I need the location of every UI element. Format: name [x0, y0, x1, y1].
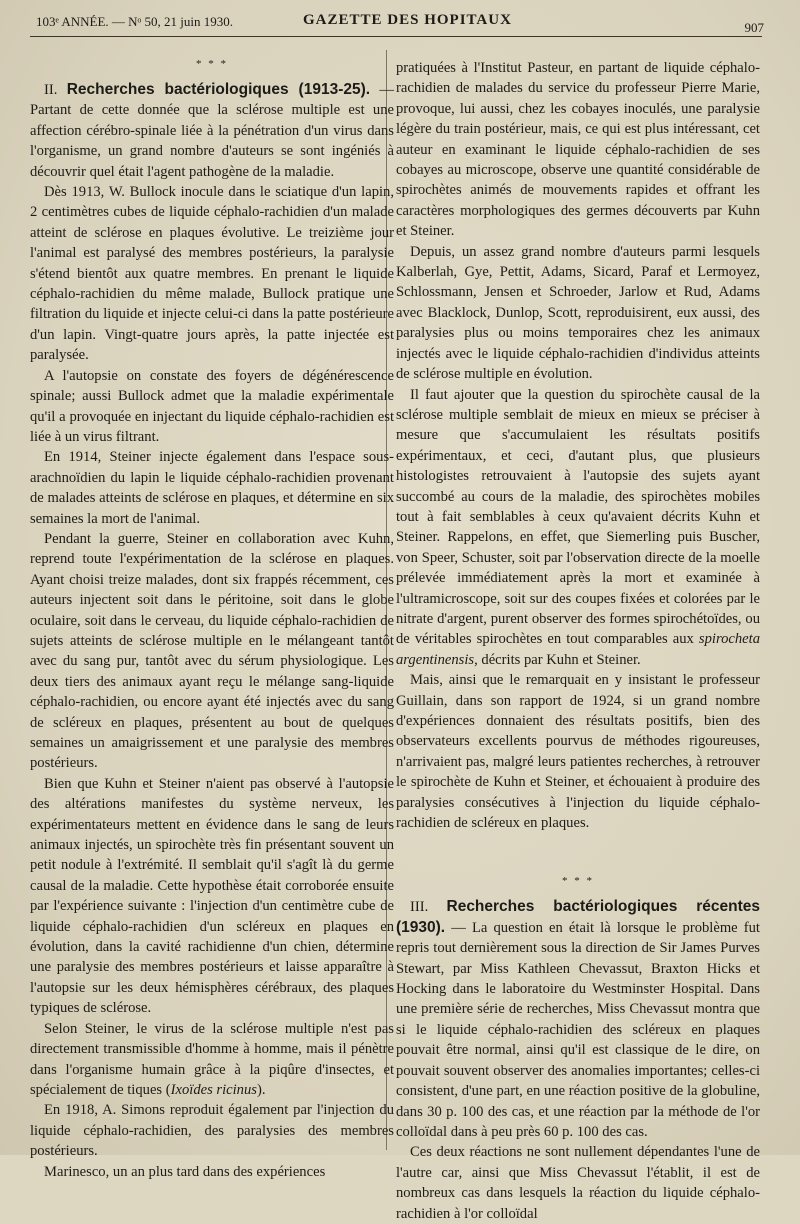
right-column	[396, 58, 760, 1224]
species-name: Ixoïdes ricinus	[170, 1081, 257, 1098]
paragraph	[396, 385, 760, 671]
page-header	[28, 10, 764, 36]
issue-info: 103ᵉ ANNÉE. — Nᵒ 50, 21 juin 1930.	[36, 14, 234, 29]
paragraph-text: Selon Steiner, le virus de la sclérose multiple n'est pas directement transmissible d'homme à homme, mais il pénètre dans l'organisme humain grâce à la piqûre d'insectes, et spécialement de tiques (	[30, 1020, 394, 1098]
paragraph: Dès 1913, W. Bullock inocule dans le sciatique d'un lapin, 2 centimètres cubes de liquide céphalo-rachidien d'un malade atteint de sclérose en plaques évolutive. Le treizième jour l'animal est paralysé des membres postérieurs, la paralysie s'étend bientôt aux quatre membres. En prenant le liquide céphalo-rachidien du même malade, Bullock pratique une filtration du liquide et injecte celui-ci dans la patte postérieure d'un lapin. Vingt-quatre jours après, la patte injectée est paralysée.	[30, 184, 394, 364]
header-rule	[30, 36, 762, 37]
paragraph: — Partant de cette donnée que la sclérose multiple est une affection cérébro-spinale liée à la pénétration d'un virus dans l'organisme, un grand nombre d'auteurs se sont ingéniés à découvrir quel était l'agent pathogène de la maladie.	[30, 82, 394, 180]
section-2-number: II.	[44, 82, 58, 98]
paragraph: Mais, ainsi que le remarquait en y insistant le professeur Guillain, dans son rapport de 1924, si un grand nombre d'expériences donnaient des résultats positifs, bien des observateurs excellents pourvus de méthodes rigoureuses, n'arrivaient pas, malgré leurs patientes recherches, à retrouver le spirochète de Kuhn et Steiner, et échouaient à produire des paralysies consécutives à l'injection du liquide céphalo-rachidien de scléreux en plaques.	[396, 672, 760, 832]
section-2-title: Recherches bactériologiques (1913-25).	[66, 81, 371, 98]
paragraph: Pendant la guerre, Steiner en collaboration avec Kuhn, reprend toute l'expérimentation de la sclérose en plaques. Ayant choisi treize malades, dont six frappés récemment, ces auteurs injectent soit dans le péritoine, soit dans le globe oculaire, soit dans le cerveau, du liquide céphalo-rachidien de sujets atteints de sclérose multiple en le mélangeant tantôt avec du sang pur, tantôt avec du sérum physiologique. Les deux tiers des animaux ayant reçu le mélange sang-liquide céphalo-rachidien, ou encore ayant été injectés avec du sang de scléreux en plaques, présentent au bout de quelques semaines un amaigrissement et une paralysie des membres postérieurs.	[30, 530, 394, 772]
journal-title: GAZETTE DES HOPITAUX	[303, 12, 512, 28]
paragraph: pratiquées à l'Institut Pasteur, en partant de liquide céphalo-rachidien de malades du service du professeur Pierre Marie, provoque, lui aussi, chez les cobayes inoculés, une paralysie légère du train postérieur, mais, ce qui est plus intéressant, cet auteur en examinant le liquide céphalo-rachidien de ses cobayes au microscope, observe une quantité considérable de spirochètes animés de mouvements rapides et offrant les caractères morphologiques des germes découverts par Kuhn et Steiner.	[396, 60, 760, 240]
paragraph: A l'autopsie on constate des foyers de dégénérescence spinale; aussi Bullock admet que la maladie expérimentale qu'il a provoquée en injectant du liquide céphalo-rachidien est liée à un virus filtrant.	[30, 367, 394, 445]
species-name: spirocheta argentinensis	[396, 631, 760, 668]
paragraph: Marinesco, un an plus tard dans des expériences	[44, 1163, 326, 1180]
paragraph-text: Il faut ajouter que la question du spirochète causal de la sclérose multiple semblait de mieux en mieux se préciser à mesure que s'accumulaient les résultats positifs expérimentaux, et ceci, d'autant plus, que plusieurs histologistes retrouvaient à l'autopsie des sujets ayant succombé au cours de la maladie, des spirochètes mobiles tout à fait semblables à ceux qu'avaient décrits Kuhn et Steiner. Rappelons, en effet, que Siemerling puis Buscher, von Speer, Schuster, soit par l'observation directe de la moelle prélevée immédiatement après la mort et examinée à l'ultramicroscope, soit sur des coupes fixées et colorées par le nitrate d'argent, purent observer des formes spirochétoïdes, ou de véritables spirochètes en tout comparables aux	[396, 386, 760, 648]
section-gap	[396, 833, 760, 869]
paragraph: Bien que Kuhn et Steiner n'aient pas observé à l'autopsie des altérations manifestes du système nerveux, les expérimentateurs mettent en évidence dans le sang de leurs animaux injectés, un spirochète très fin présentant souvent un petit nodule à l'extrémité. Il semblait qu'il s'agît là du germe causal de la maladie. Cette hypothèse était corroborée ensuite par l'expérience suivante : l'injection d'un centimètre cube de liquide céphalo-rachidien d'un scléreux en plaques en évolution, dans la cavité rachidienne d'un chien, détermine une paralysie des membres postérieurs et laisse apparaître à l'autopsie sur les deux hémisphères cérébraux, des plaques typiques de sclérose.	[30, 775, 394, 1017]
section-ornament: * * *	[562, 875, 594, 888]
section-3-paragraph	[396, 897, 760, 1142]
paragraph: Depuis, un assez grand nombre d'auteurs parmi lesquels Kalberlah, Gye, Pettit, Adams, Sicard, Paraf et Lermoyez, Schlossmann, Jensen et Schroeder, Jarlow et Rud, Adams avec Blacklock, Dunlop, Scott, reproduisirent, eux aussi, des paralysies plus ou moins temporaires chez les animaux injectés avec le liquide céphalo-rachidien d'individus atteints de sclérose multiple en évolution.	[396, 243, 760, 383]
section-3-number: III.	[410, 899, 429, 916]
paragraph: — La question en était là lorsque le problème fut repris tout dernièrement sous la direction de Sir James Purves Stewart, par Miss Kathleen Chevassut, Braxton Hicks et Hocking dans le laboratoire du Westminster Hospital. Dans une première série de recherches, Miss Chevassut montra que si le liquide céphalo-rachidien des scléreux en plaques pouvait être normal, ainsi qu'il est classique de le dire, on pouvait souvent observer des anomalies importantes; celles-ci consistent, d'une part, en une réaction positive de la globuline, dans 30 p. 100 des cas, et une réaction par la méthode de l'or colloïdal dans à peu près 60 p. 100 des cas.	[396, 919, 760, 1140]
paragraph-text: , décrits par Kuhn et Steiner.	[474, 651, 641, 668]
section-3-title: Recherches bactériologiques récentes (1930).	[396, 898, 760, 936]
paragraph: En 1914, Steiner injecte également dans l'espace sous-arachnoïdien du lapin le liquide céphalo-rachidien provenant de malades atteints de sclérose en plaques, et détermine en six semaines la mort de l'animal.	[30, 449, 394, 527]
left-column	[30, 52, 394, 1182]
page-number: 907	[744, 20, 764, 35]
paragraph: Ces deux réactions ne sont nullement dépendantes l'une de l'autre car, ainsi que Miss Chevassut l'établit, il est de nombreux cas dans lesquels la réaction du liquide céphalo-rachidien à l'or colloïdal	[396, 1144, 760, 1222]
paragraph-text: ).	[256, 1081, 266, 1098]
section-2-paragraph	[30, 80, 394, 182]
section-ornament: * * *	[196, 58, 228, 70]
paragraph	[30, 1019, 394, 1101]
paragraph: En 1918, A. Simons reproduit également par l'injection du liquide céphalo-rachidien, des paralysies des membres postérieurs.	[30, 1102, 394, 1160]
